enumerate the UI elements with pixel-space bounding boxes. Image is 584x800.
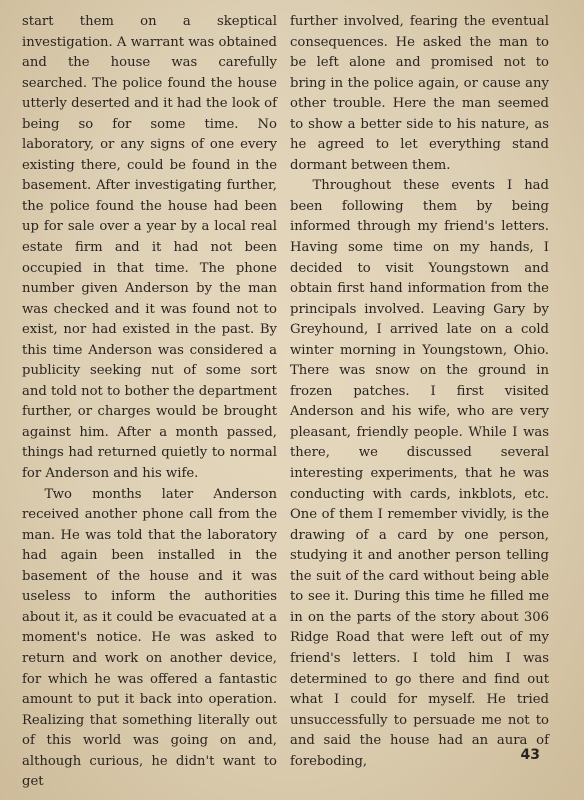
right-paragraph-2: Throughout these events I had been following them by being informed through my friend's letters. Having some time on my hands, I decided to visit Youngstown and obtain first hand information from the principals involved. Leaving Gary by Greyhound, I arrived late on a cold winter morning in Youngstown, Ohio. There was snow on the ground in frozen patches. I first visited Anderson and his wife, who are very pleasant, friendly people. While I was there, we discussed several interesting experiments, that he was conducting with cards, inkblots, etc. One of them I remember vividly, is the drawing of a card by one person, studying it and another person telling the suit of the card without being able to see it. During this time he filled me in on the parts of the story about 306 Ridge Road that were left out of my friend's letters. I told him I was determined to go there and find out what I could for myself. He tried unsuccessfully to persuade me not to and said the house had an aura of foreboding, [290, 178, 549, 769]
left-paragraph-2: Two months later Anderson received another phone call from the man. He was told that the laboratory had again been installed in the basement of the house and it was useless to inform the authorities about it, as it could be evacuated at a moment's notice. He was asked to return and work on another device, for which he was offered a fantastic amount to put it back into operation. Realizing that something literally out of this world was going on and, although curious, he didn't want to get [22, 486, 277, 790]
right-paragraph-1: further involved, fearing the eventual consequences. He asked the man to be left alone and promised not to bring in the police again, or cause any other trouble. Here the man seemed to show a better side to his nature, as he agreed to let everything stand dormant between them. [290, 14, 549, 173]
left-column [22, 12, 277, 793]
left-paragraph-1: start them on a skeptical investigation. A warrant was obtained and the house was carefully searched. The police found the house utterly deserted and it had the look of being so for some time. No laboratory, or any signs of one every existing there, could be found in the basement. After investigating further, the police found the house had been up for sale over a year by a local real estate firm and it had not been occupied in that time. The phone number given Anderson by the man was checked and it was found not to exist, nor had existed in the past. By this time Anderson was considered a publicity seeking nut of some sort and told not to bother the department further, or charges would be brought against him. After a month passed, things had returned quietly to normal for Anderson and his wife. [22, 14, 277, 482]
right-column [290, 12, 549, 772]
page-number: 43 [520, 747, 540, 763]
